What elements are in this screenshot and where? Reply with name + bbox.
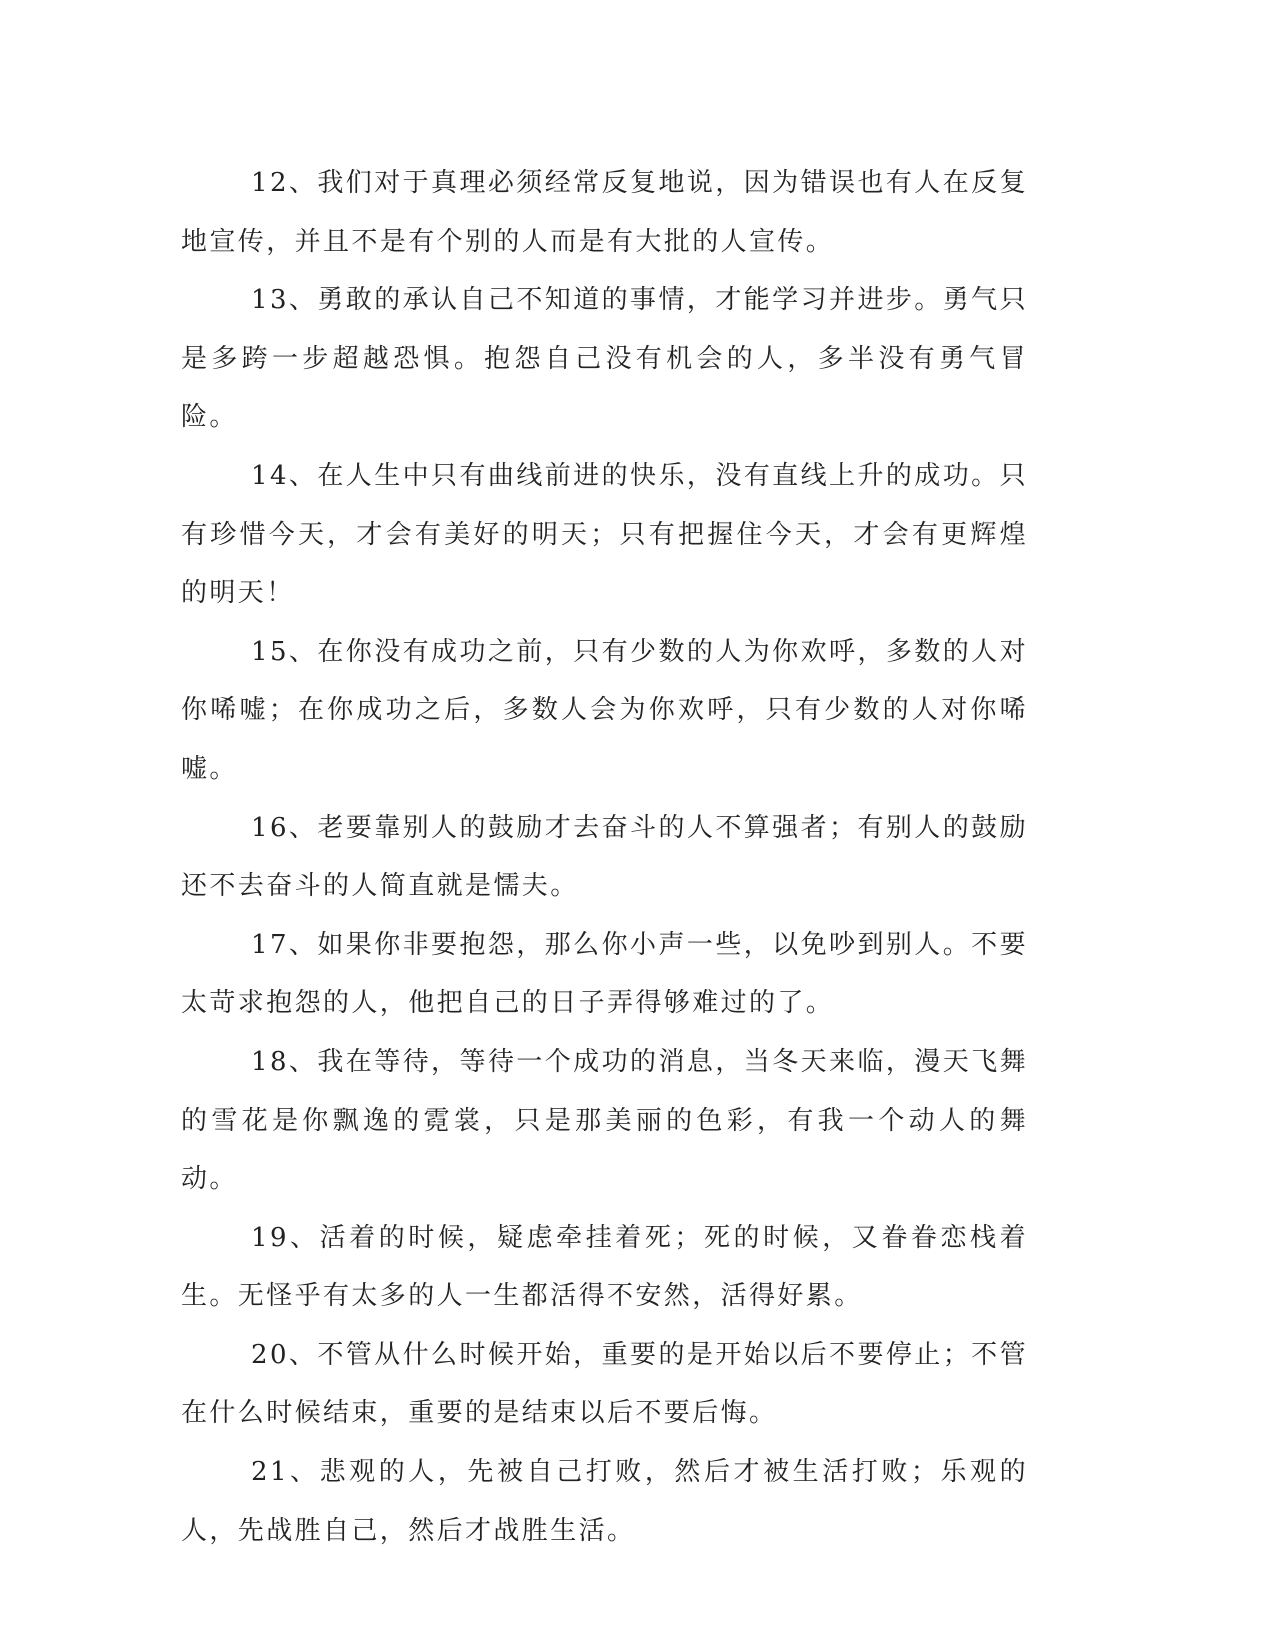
paragraph-18: 18、我在等待，等待一个成功的消息，当冬天来临，漫天飞舞的雪花是你飘逸的霓裳，只是那美丽的色彩，有我一个动人的舞动。 (181, 1046, 1028, 1195)
paragraph-19: 19、活着的时候，疑虑牵挂着死；死的时候，又眷眷恋栈着生。无怪乎有太多的人一生都活得不安然，活得好累。 (181, 1222, 1028, 1312)
paragraph-21: 21、悲观的人，先被自己打败，然后才被生活打败；乐观的人，先战胜自己，然后才战胜生活。 (181, 1457, 1028, 1546)
paragraph-16: 16、老要靠别人的鼓励才去奋斗的人不算强者；有别人的鼓励还不去奋斗的人简直就是懦夫。 (181, 812, 1028, 902)
paragraph-14: 14、在人生中只有曲线前进的快乐，没有直线上升的成功。只有珍惜今天，才会有美好的明天；只有把握住今天，才会有更辉煌的明天！ (181, 460, 1028, 609)
document-body (181, 154, 1028, 1560)
paragraph-12: 12、我们对于真理必须经常反复地说，因为错误也有人在反复地宣传，并且不是有个别的人而是有大批的人宣传。 (181, 168, 1028, 257)
paragraph-13: 13、勇敢的承认自己不知道的事情，才能学习并进步。勇气只是多跨一步超越恐惧。抱怨自己没有机会的人，多半没有勇气冒险。 (181, 285, 1028, 433)
paragraph-20: 20、不管从什么时候开始，重要的是开始以后不要停止；不管在什么时候结束，重要的是结束以后不要后悔。 (181, 1339, 1028, 1429)
paragraph-17: 17、如果你非要抱怨，那么你小声一些，以免吵到别人。不要太苛求抱怨的人，他把自己的日子弄得够难过的了。 (181, 929, 1028, 1019)
paragraph-15: 15、在你没有成功之前，只有少数的人为你欢呼，多数的人对你唏嘘；在你成功之后，多数人会为你欢呼，只有少数的人对你唏嘘。 (181, 636, 1028, 784)
